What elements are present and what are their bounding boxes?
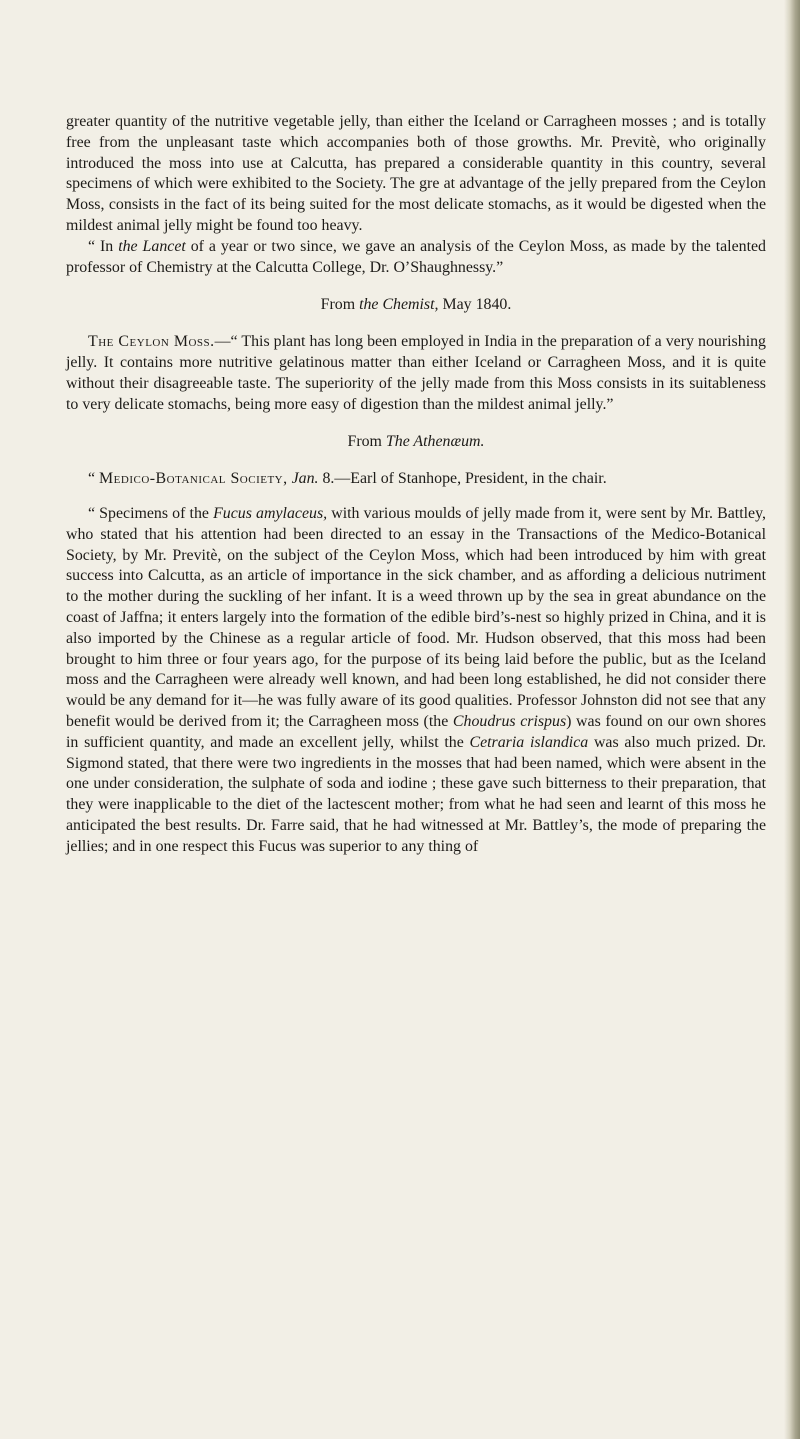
page-edge-shadow — [784, 0, 800, 1439]
paragraph-specimens: “ Specimens of the Fucus amylaceus, with various moulds of jelly made from it, were sent by Mr. Battley, who stated that his attention had been directed to an essay in the Transactions of the Medico-Botanical Society, by Mr. Previtè, on the subject of the Ceylon Moss, which had been introduced by him with great success into Calcutta, as an article of importance in the sick chamber, and as affording a delicious nutriment to the mother during the suckling of her infant. It is a weed thrown up by the sea in great abundance on the coast of Jaffna; it enters largely into the formation of the edible bird’s-nest so highly prized in China, and it is also imported by the Chinese as a regular article of food. Mr. Hudson observed, that this moss had been brought to him three or four years ago, for the purpose of its being laid before the public, but as the Iceland moss and the Carragheen were already well known, and had been long established, he did not consider there would be any demand for it—he was fully aware of its good qualities. Professor Johnston did not see that any benefit would be derived from it; the Carragheen moss (the Choudrus crispus) was found on our own shores in sufficient quantity, and made an excellent jelly, whilst the Cetraria islandica was also much prized. Dr. Sigmond stated, that there were two ingredients in the mosses that had been named, which were absent in the one under consideration, the sulphate of soda and iodine ; these gave such bitterness to their preparation, that they were inapplicable to the diet of the lactescent mother; from what he had seen and learnt of this moss he anticipated the best results. Dr. Farre said, that he had witnessed at Mr. Battley’s, the mode of preparing the jellies; and in one respect this Fucus was superior to any thing of — [66, 504, 767, 855]
paragraph-society-meeting: “ Medico-Botanical Society, Jan. 8.—Earl of Stanhope, President, in the chair. — [88, 470, 607, 488]
document-body — [66, 112, 766, 858]
source-heading-chemist: From the Chemist, May 1840. — [320, 296, 512, 314]
source-heading-athenaeum: From The Athenæum. — [347, 433, 485, 451]
paragraph-ceylon-moss: The Ceylon Moss.—“ This plant has long been employed in India in the preparation of a very nourishing jelly. It contains more nutritive gelatinous matter than either Iceland or Carragheen Moss, and it is quite without their disagreeable taste. The superiority of the jelly made from this Moss consists in its suitableness to very delicate stomachs, being more easy of digestion than the mildest animal jelly.” — [66, 333, 766, 413]
paragraph-continuation: greater quantity of the nutritive vegetable jelly, than either the Iceland or Carragheen mosses ; and is totally free from the unpleasant taste which accompanies both of those growths. Mr. Previtè, who originally introduced the moss into use at Calcutta, has prepared a considerable quantity in this country, several specimens of which were exhibited to the Society. The gre at advantage of the jelly prepared from the Ceylon Moss, consists in the fact of its being suited for the most delicate stomachs, as it would be digested when the mildest animal jelly might be found too heavy. — [66, 113, 766, 234]
paragraph-lancet: “ In the Lancet of a year or two since, we gave an analysis of the Ceylon Moss, as made by the talented professor of Chemistry at the Calcutta College, Dr. O’Shaughnessy.” — [66, 237, 766, 276]
